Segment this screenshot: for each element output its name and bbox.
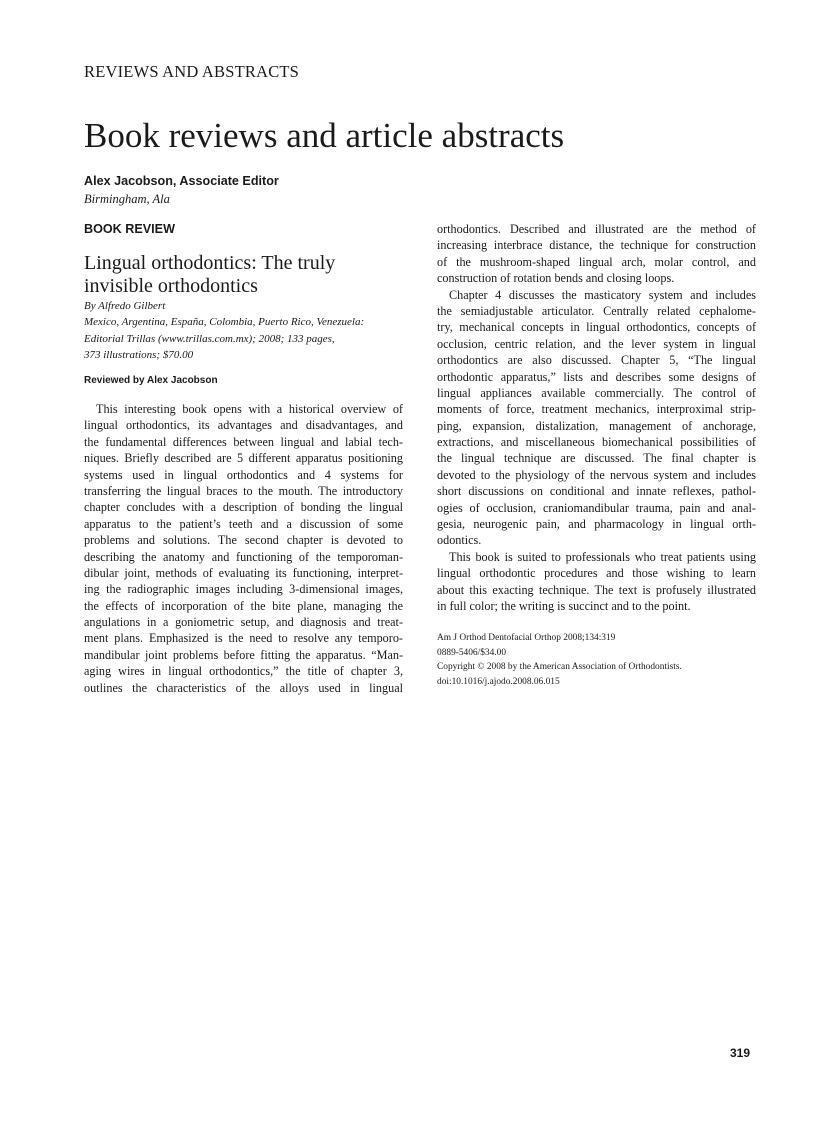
publisher-text: Editorial Trillas ( <box>84 332 162 345</box>
text-line: orthodontics. Described and illustrated are the method of <box>437 222 756 236</box>
text-line: chapter concludes with a description of bonding the lingual <box>84 500 403 515</box>
citation-block <box>437 631 682 689</box>
text-line: ogies of occlusion, craniomandibular trauma, pain and anal- <box>437 500 756 515</box>
book-publish-places: Mexico, Argentina, España, Colombia, Puerto Rico, Venezuela: <box>84 316 365 329</box>
book-publisher <box>84 331 364 347</box>
page-title: Book reviews and article abstracts <box>84 116 565 155</box>
text-line: lingual orthodontics, its advantages and disadvantages, and <box>84 418 403 433</box>
text-line: orthodontic apparatus,” lists and describes some designs of <box>437 369 756 384</box>
text-line: apparatus to the patient’s teeth and a discussion of some <box>84 516 403 531</box>
text-line: ping, expansion, distalization, management of anchorage, <box>437 418 756 433</box>
editor-name: Alex Jacobson, Associate Editor <box>84 174 279 188</box>
publisher-link[interactable]: www.trillas.com.mx <box>161 332 249 345</box>
text-line: devoted to the physiology of the nervous system and includes <box>437 467 756 482</box>
text-line: the lingual technique are discussed. The final chapter is <box>437 451 756 466</box>
doi: doi:10.1016/j.ajodo.2008.06.015 <box>437 676 560 687</box>
reviewer: Reviewed by Alex Jacobson <box>84 375 218 386</box>
text-line: in full color; the writing is succinct and to the point. <box>437 598 691 613</box>
text-line: orthodontics are also discussed. Chapter 5, “The lingual <box>437 353 756 368</box>
text-line: of the mushroom-shaped lingual arch, molar control, and <box>437 254 756 269</box>
text-line: systems used in lingual orthodontics and 4 systems for <box>84 467 403 482</box>
text-line: lingual orthodontic procedures and those wishing to learn <box>437 566 756 581</box>
text-line: try, mechanical concepts in lingual orthodontics, concepts of <box>437 320 756 335</box>
text-line: gesia, neurogenic pain, and pharmacology in lingual orth- <box>437 517 756 532</box>
editor-location: Birmingham, Ala <box>84 192 170 206</box>
left-column-text <box>84 401 403 696</box>
text-line: moments of force, treatment mechanics, interproximal strip- <box>437 402 756 417</box>
section-header: REVIEWS AND ABSTRACTS <box>84 62 300 81</box>
book-review-label: BOOK REVIEW <box>84 222 175 236</box>
text-line: increasing interbrace distance, the technique for construction <box>437 238 756 253</box>
journal-citation: Am J Orthod Dentofacial Orthop 2008;134:319 <box>437 633 616 643</box>
text-line: ing the radiographic images including 3-dimensional images, <box>84 582 403 597</box>
page-number: 319 <box>730 1046 751 1060</box>
book-author: By Alfredo Gilbert <box>84 300 166 312</box>
text-line: occlusion, centric relation, and the lever system in lingual <box>437 336 756 351</box>
text-line: describing the anatomy and functioning of the temporoman- <box>84 549 403 564</box>
text-line: angulations in a goniometric setup, and diagnosis and treat- <box>84 615 403 630</box>
text-line: extractions, and miscellaneous biomechanical possibilities of <box>437 435 756 450</box>
text-line: short discussions on conditional and innate reflexes, pathol- <box>437 484 756 499</box>
text-line: outlines the characteristics of the alloys used in lingual <box>84 680 403 695</box>
text-line: odontics. <box>437 533 482 548</box>
text-line: mandibular joint problems before fitting the apparatus. “Man- <box>84 647 403 662</box>
book-illustrations-price: 373 illustrations; $70.00 <box>84 348 194 361</box>
text-line: Chapter 4 discusses the masticatory system and includes <box>449 287 756 302</box>
text-line: problems and solutions. The second chapter is devoted to <box>84 533 403 548</box>
text-line: niques. Briefly described are 5 different apparatus positioning <box>84 451 403 466</box>
text-line: the fundamental differences between lingual and labial tech- <box>84 434 403 449</box>
text-line: the semiadjustable articulator. Centrally related cephalome- <box>437 303 756 318</box>
book-metadata <box>84 298 364 363</box>
book-title: Lingual orthodontics: The truly invisible orthodontics <box>84 252 336 297</box>
text-line: about this exacting technique. The text is profusely illustrated <box>437 582 756 597</box>
text-line: This book is suited to professionals who treat patients using <box>449 549 756 564</box>
issn: 0889-5406/$34.00 <box>437 647 507 658</box>
text-line: ment plans. Emphasized is the need to resolve any temporo- <box>84 631 403 646</box>
text-line: dibular joint, methods of evaluating its functioning, interpret- <box>84 565 403 580</box>
right-column-text <box>437 221 756 614</box>
text-line: This interesting book opens with a historical overview of <box>96 402 403 416</box>
copyright: Copyright © 2008 by the American Association of Orthodontists. <box>437 662 682 672</box>
text-line: construction of rotation bends and closing loops. <box>437 271 675 286</box>
publisher-details: ); 2008; 133 pages, <box>248 332 335 345</box>
text-line: lingual appliances available commercially. The control of <box>437 385 756 400</box>
text-line: the effects of incorporation of the bite plane, managing the <box>84 598 403 613</box>
text-line: transferring the lingual braces to the mouth. The introductory <box>84 483 403 498</box>
text-line: aging wires in lingual orthodontics,” the title of chapter 3, <box>84 664 403 679</box>
